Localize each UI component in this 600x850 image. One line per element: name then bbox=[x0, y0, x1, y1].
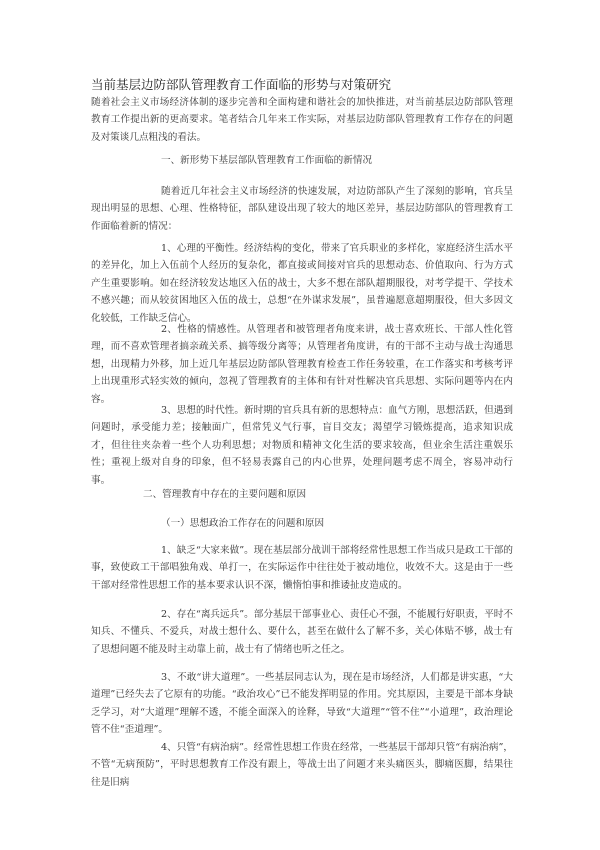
section1-item-1: 1、心理的平衡性。经济结构的变化，带来了官兵职业的多样化，家庭经济生活水平的差异化，加上入伍前个人经历的复杂化，都直接或间接对官兵的思想动态、价值取向、行为方式产生重要影响。如在经济较发达地区入伍的战士，大多不想在部队超期服役，对考学提干、学技术不感兴趣；而从较贫困地区入伍的战士，总想“在外谋求发展”，虽普遍愿意超期服役，但大多因文化较低，工作缺乏信心。 bbox=[91, 243, 513, 324]
section1-item-2: 2、性格的情感性。从管理者和被管理者角度来讲，战士喜欢班长、干部人性化管理，而不喜欢管理者搞亲疏关系、搞等级分离等；从管理者角度讲，有的干部不主动与战士沟通思想，出现精力外移，加上近几年基层边防部队管理教育检查工作任务较重，在工作落实和考核考评上出现重形式轻实效的倾向，忽视了管理教育的主体和有针对性解决官兵思想、实际问题等内在内容。 bbox=[91, 324, 513, 405]
section1-lead-paragraph: 随着近几年社会主义市场经济的快速发展，对边防部队产生了深刻的影响，官兵呈现出明显的思想、心理、性格特征，部队建设出现了较大的地区差异，基层边防部队的管理教育工作面临着新的情况： bbox=[91, 186, 513, 232]
document-title: 当前基层边防部队管理教育工作面临的形势与对策研究 bbox=[91, 77, 392, 92]
section1-item-3: 3、思想的时代性。新时期的官兵具有新的思想特点：血气方刚，思想活跃，但遇到问题时，承受能力差；接触面广，但常凭义气行事，盲目交友；渴望学习锻炼提高，追求知识成才，但往往夹杂着一些个人功利思想；对物质和精神文化生活的要求较高，但业余生活注重娱乐性；重视上级对自身的印象，但不轻易表露自己的内心世界，处理问题考虑不周全，容易冲动行事。 bbox=[91, 405, 513, 486]
section2-item-2: 2、存在“离兵远兵”。部分基层干部事业心、责任心不强，不能履行好职责，平时不知兵、不懂兵、不爱兵，对战士想什么、要什么，甚至在做什么了解不多，关心体贴不够，战士有了思想问题不能及时主动靠上前，战士有了情绪也听之任之。 bbox=[91, 609, 513, 655]
section2-subheading: （一）思想政治工作存在的问题和原因 bbox=[161, 518, 325, 529]
section2-item-4: 4、只管“有病治病”。经常性思想工作贵在经常，一些基层干部却只管“有病治病”，不管“无病预防”，平时思想教育工作没有跟上，等战士出了问题才来头痛医头，脚痛医脚，结果往往是旧病 bbox=[91, 742, 513, 788]
section1-heading: 一、新形势下基层部队管理教育工作面临的新情况 bbox=[161, 155, 373, 166]
section2-item-1: 1、缺乏“大家来做”。现在基层部分战训干部将经常性思想工作当成只是政工干部的事，致使政工干部唱独角戏、单打一，在实际运作中往往处于被动地位，收效不大。这是由于一些干部对经常性思想工作的基本要求认识不深，懒惰怕事和推诿扯皮造成的。 bbox=[91, 545, 513, 591]
section2-item-3: 3、不敢“讲大道理”。一些基层同志认为，现在是市场经济，人们都是讲实惠，“大道理”已经失去了它原有的功能。“政治攻心”已不能发挥明显的作用。究其原因，主要是干部本身缺乏学习，对“大道理”理解不透，不能全面深入的诠释，导致“大道理”“管不住”“小道理”，政治理论管不住“歪道理”。 bbox=[91, 672, 513, 736]
section2-heading: 二、管理教育中存在的主要问题和原因 bbox=[143, 489, 307, 500]
intro-paragraph: 随着社会主义市场经济体制的逐步完善和全面构建和谐社会的加快推进，对当前基层边防部队管理教育工作提出新的更高要求。笔者结合几年来工作实际，对基层边防部队管理教育工作存在的问题及对策谈几点粗浅的看法。 bbox=[91, 97, 513, 143]
